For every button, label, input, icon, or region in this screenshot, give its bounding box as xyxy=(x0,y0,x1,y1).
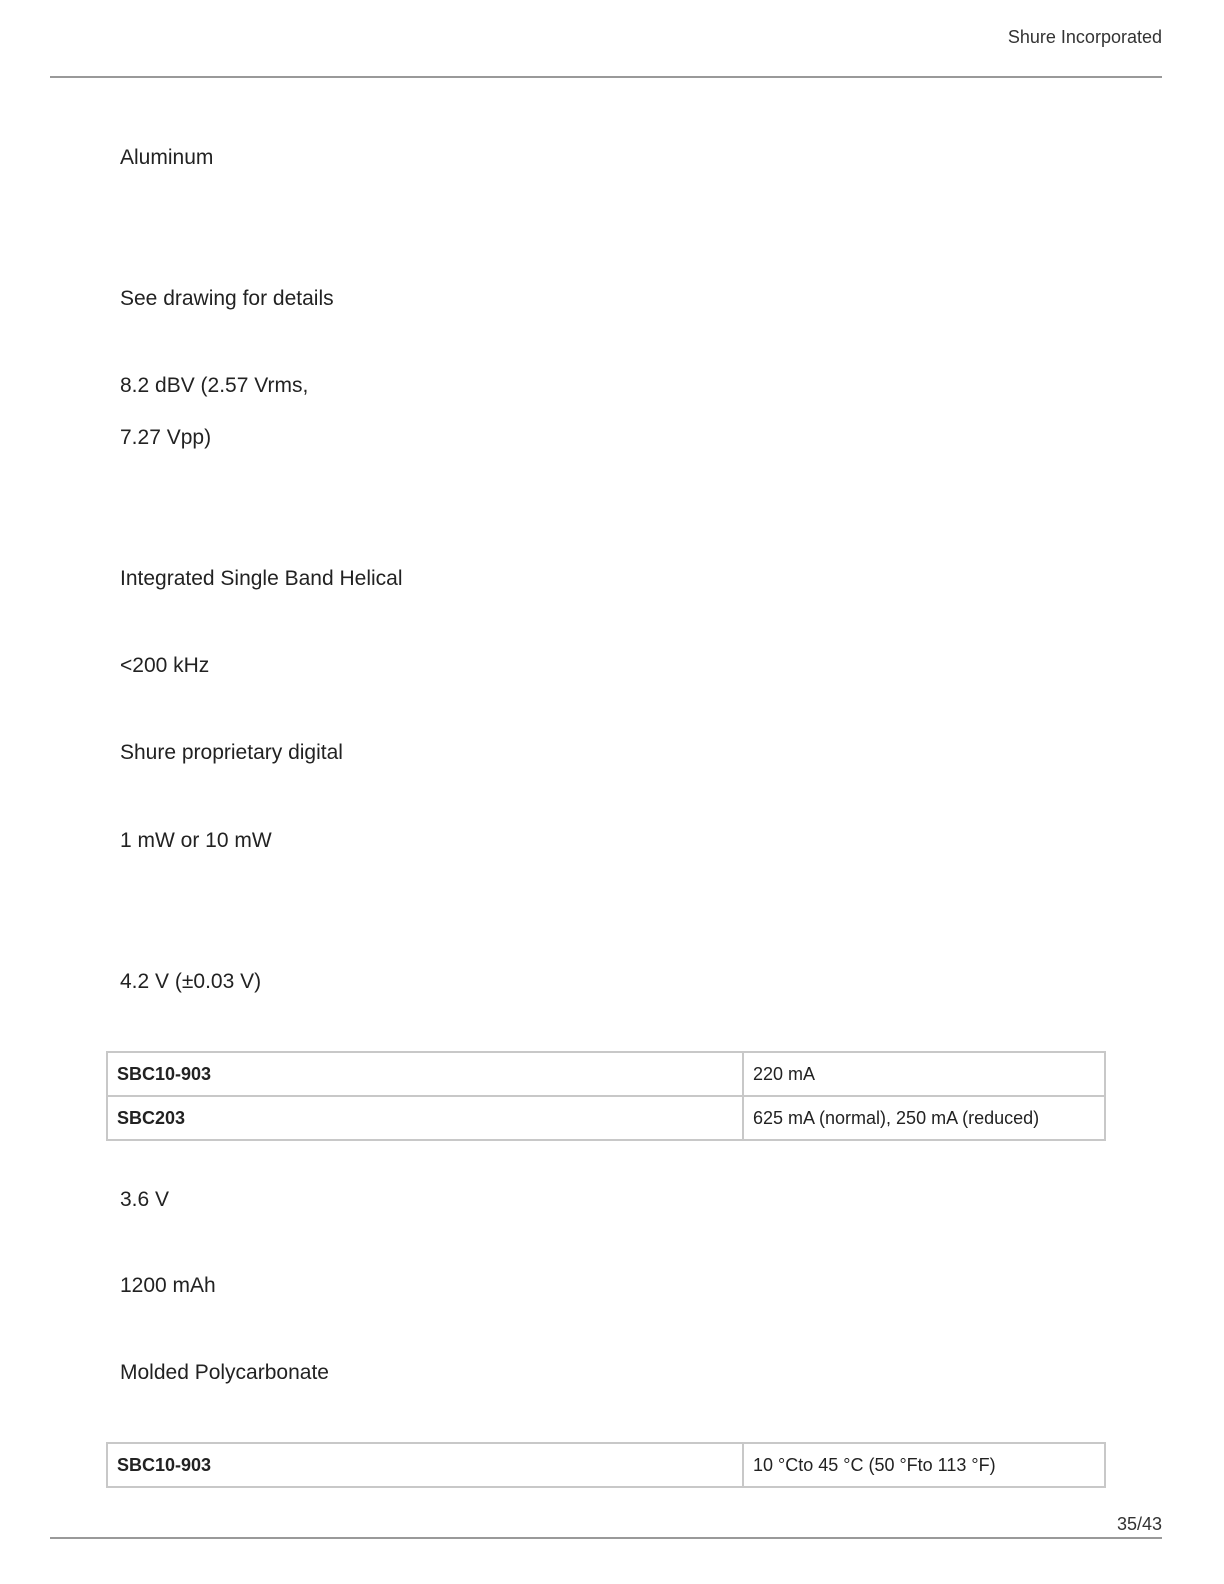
bandwidth-value: <200 kHz xyxy=(120,654,210,677)
footer-divider xyxy=(50,1537,1162,1539)
dimensions-value: See drawing for details xyxy=(120,287,334,310)
table-cell-value: 220 mA xyxy=(743,1052,1105,1096)
charge-current-table xyxy=(106,1051,1106,1141)
table-cell-value: 10 °Cto 45 °C (50 °Fto 113 °F) xyxy=(743,1443,1105,1487)
capacity-value: 1200 mAh xyxy=(120,1274,216,1297)
max-input-line-1: 8.2 dBV (2.57 Vrms, xyxy=(120,374,309,397)
table-cell-model: SBC203 xyxy=(107,1096,743,1140)
table-cell-model: SBC10-903 xyxy=(107,1052,743,1096)
table-row xyxy=(107,1096,1105,1140)
max-input-line-2: 7.27 Vpp) xyxy=(120,426,212,449)
battery-housing-value: Molded Polycarbonate xyxy=(120,1361,329,1384)
table-cell-value: 625 mA (normal), 250 mA (reduced) xyxy=(743,1096,1105,1140)
page-number: 35/43 xyxy=(1116,1514,1162,1534)
header-divider xyxy=(50,76,1162,78)
table-row xyxy=(107,1052,1105,1096)
table-cell-model: SBC10-903 xyxy=(107,1443,743,1487)
modulation-value: Shure proprietary digital xyxy=(120,741,343,764)
antenna-value: Integrated Single Band Helical xyxy=(120,567,403,590)
rf-power-value: 1 mW or 10 mW xyxy=(120,829,272,852)
charge-voltage-value: 4.2 V (±0.03 V) xyxy=(120,970,262,993)
nominal-voltage-value: 3.6 V xyxy=(120,1188,170,1211)
housing-material-value: Aluminum xyxy=(120,146,214,169)
charging-temperature-table xyxy=(106,1442,1106,1488)
header-company-name: Shure Incorporated xyxy=(1007,27,1162,47)
table-row xyxy=(107,1443,1105,1487)
